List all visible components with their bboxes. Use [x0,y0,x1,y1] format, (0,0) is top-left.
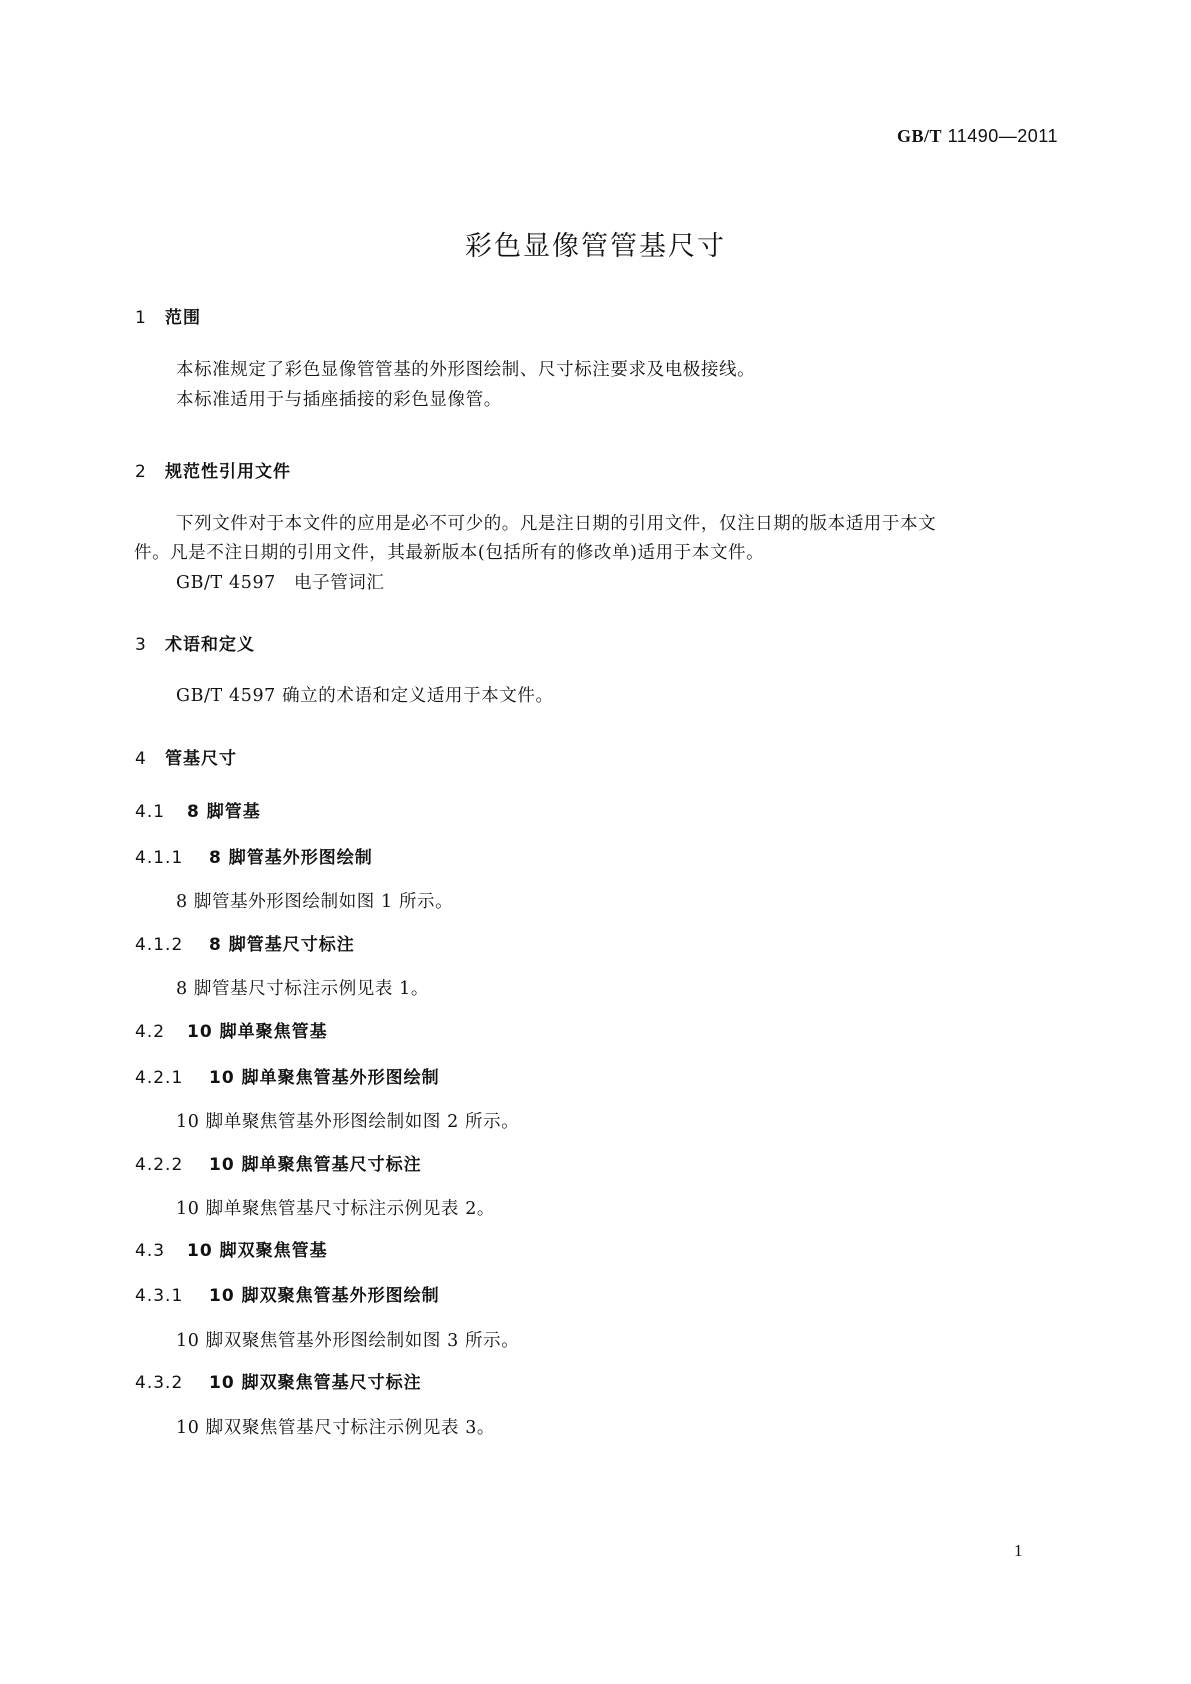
heading-number: 4.1.2 [135,935,184,955]
paragraph: 件。凡是不注日期的引用文件，其最新版本(包括所有的修改单)适用于本文件。 [134,543,765,563]
heading-title: 规范性引用文件 [165,462,291,482]
heading-number: 4.2 [135,1022,166,1042]
heading-number: 4.3.2 [135,1373,184,1393]
paragraph: GB/T 4597 确立的术语和定义适用于本文件。 [176,686,554,706]
heading-title: 范围 [165,308,201,328]
heading-title: 10 脚双聚焦管基 [187,1241,328,1261]
heading-title: 术语和定义 [165,635,255,655]
heading-number: 1 [135,308,147,328]
heading-title: 10 脚单聚焦管基尺寸标注 [209,1155,422,1175]
paragraph: 下列文件对于本文件的应用是必不可少的。凡是注日期的引用文件，仅注日期的版本适用于本文 [176,514,937,534]
page-number: 1 [1014,1541,1023,1560]
heading-number: 3 [135,635,147,655]
standard-code-number: 11490—2011 [947,126,1058,146]
heading-title: 8 脚管基外形图绘制 [209,848,373,868]
heading-4-3 [135,1236,328,1261]
heading-title: 10 脚单聚焦管基外形图绘制 [209,1068,440,1088]
heading-number: 4.2.2 [135,1155,184,1175]
standard-code [897,126,1058,147]
heading-title: 管基尺寸 [165,749,237,769]
paragraph: 10 脚单聚焦管基外形图绘制如图 2 所示。 [176,1112,520,1132]
heading-title: 8 脚管基 [187,802,261,822]
paragraph: 10 脚单聚焦管基尺寸标注示例见表 2。 [176,1199,496,1219]
paragraph: 本标准规定了彩色显像管管基的外形图绘制、尺寸标注要求及电极接线。 [176,360,756,380]
heading-4-1 [135,797,261,822]
paragraph: 10 脚双聚焦管基外形图绘制如图 3 所示。 [176,1331,520,1351]
heading-4-2-2 [135,1150,422,1175]
heading-4-2 [135,1017,328,1042]
heading-number: 4.1 [135,802,166,822]
heading-number: 4.2.1 [135,1068,184,1088]
paragraph: 8 脚管基外形图绘制如图 1 所示。 [176,892,454,912]
reference-entry: GB/T 4597 电子管词汇 [176,573,385,593]
paragraph: 8 脚管基尺寸标注示例见表 1。 [176,979,429,999]
heading-4-3-2 [135,1368,422,1393]
heading-4 [135,744,237,769]
heading-title: 8 脚管基尺寸标注 [209,935,355,955]
heading-4-1-2 [135,930,355,955]
heading-number: 4.1.1 [135,848,184,868]
paragraph: 10 脚双聚焦管基尺寸标注示例见表 3。 [176,1418,496,1438]
heading-2 [135,457,291,482]
paragraph: 本标准适用于与插座插接的彩色显像管。 [176,390,502,410]
heading-4-1-1 [135,843,373,868]
heading-number: 4.3 [135,1241,166,1261]
heading-title: 10 脚双聚焦管基外形图绘制 [209,1286,440,1306]
heading-3 [135,630,255,655]
standard-code-prefix: GB/T [897,126,943,146]
heading-title: 10 脚双聚焦管基尺寸标注 [209,1373,422,1393]
heading-1 [135,303,201,328]
document-title: 彩色显像管管基尺寸 [465,231,726,262]
heading-4-2-1 [135,1063,440,1088]
heading-number: 2 [135,462,147,482]
heading-number: 4.3.1 [135,1286,184,1306]
heading-number: 4 [135,749,147,769]
heading-4-3-1 [135,1281,440,1306]
heading-title: 10 脚单聚焦管基 [187,1022,328,1042]
